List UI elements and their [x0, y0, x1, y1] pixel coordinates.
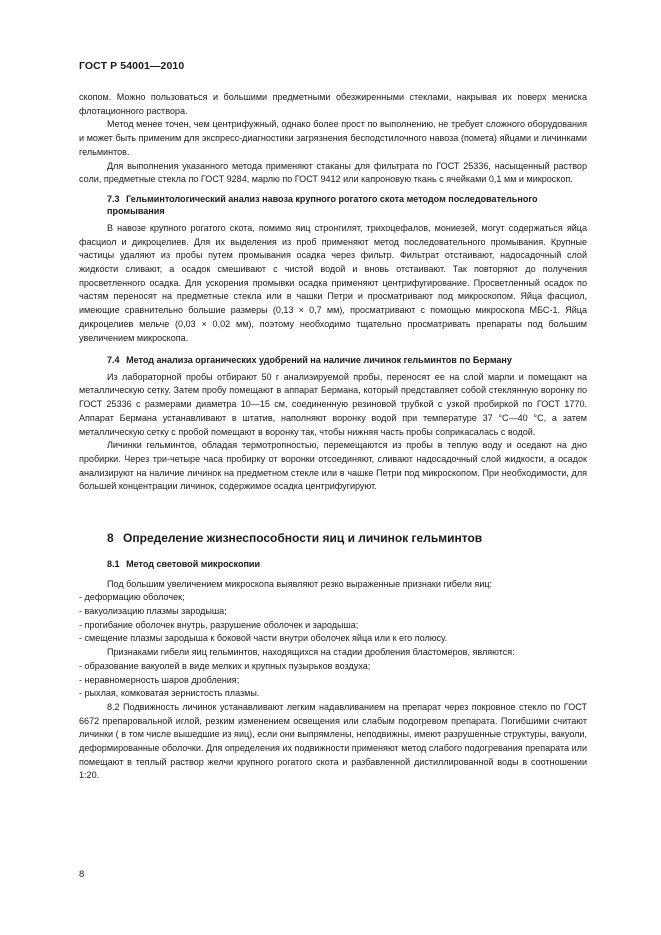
list-item: - образование вакуолей в виде мелких и крупных пузырьков воздуха; — [79, 660, 371, 671]
page-header-standard-number: ГОСТ Р 54001—2010 — [79, 60, 185, 72]
section-8-1-intro: Под большим увеличением микроскопа выявляют резко выраженные признаки гибели яиц: — [107, 578, 493, 589]
section-7-4-paragraph-2: Личинки гельминтов, обладая термотропностью, перемещаются из пробы в теплую воду и оседают на дно пробирки. Через три-четыре часа пробирку от воронки отсоединяют, сливают надосадочный слой жидкости, а осадок анализируют на наличие личинок на предметном стекле или в чашке Петри под микроскопом. При необходимости, для большей концентрации личинок, содержимое осадка центрифугируют. — [79, 440, 587, 492]
section-7-4-number: 7.4 — [107, 355, 120, 366]
section-7-4-paragraph-1: Из лабораторной пробы отбирают 50 г анализируемой пробы, переносят ее на слой марли и помещают на металлическую сетку. Затем пробу помещают в аппарат Бермана, который представляет собой стеклянную воронку по ГОСТ 25336 с размерами диаметра 10—15 см, соединенную резиновой трубкой с узкой пробиркой по ГОСТ 1770. Аппарат Бермана устанавливают в штатив, наполняют воронку водой при температуре 37 °С—40 °С, а затем металлическую сетку с пробой помещают в воронку так, чтобы нижняя часть пробы соприкасалась с водой. — [79, 371, 587, 437]
section-8-1-blastomere-intro: Признаками гибели яиц гельминтов, находящихся на стадии дробления бластомеров, являются: — [107, 647, 515, 658]
section-7-3-paragraph: В навозе крупного рогатого скота, помимо яиц стронгилят, трихоцефалов, мониезей, могут содержаться яйца фасциол и дикроцелиев. Для их выделения из проб применяют метод последовательного промывания. Крупные частицы удаляют из пробы путем промывания осадка через фильтр. Фильтрат отстаивают, надосадочный слой жидкости сливают, а осадок смешивают с чистой водой и вновь отстаивают. Так повторяют до получения просветленного осадка. Для ускорения промывки осадка применяют центрифугирование. Просветленный осадок по частям переносят на предметные стекла или в чашки Петри и просматривают под микроскопом. Яйца фасциол, имеющие сравнительно большие размеры (0,13 × 0,7 мм), просматривают с помощью микроскопа МБС-1. Яйца дикроцелиев мельче (0,03 × 0,02 мм), поэтому необходимо тщательно просматривать препараты под большим увеличением микроскопа. — [79, 222, 587, 343]
list-item: - рыхлая, комковатая зернистость плазмы. — [79, 688, 260, 699]
document-body — [79, 91, 587, 783]
section-7-3-title: Гельминтологический анализ навоза крупного рогатого скота методом последовательного промывания — [107, 193, 538, 217]
list-item: - смещение плазмы зародыша к боковой части внутри оболочек яйца или к его полюсу. — [79, 633, 448, 644]
paragraph-continuation: скопом. Можно пользоваться и большими предметными обезжиренными стеклами, накрывая их поверх мениска флотационного раствора. — [79, 92, 587, 116]
list-item: - вакуолизацию плазмы зародыша; — [79, 605, 227, 616]
section-8-1-number: 8.1 — [107, 559, 120, 570]
section-8-heading — [79, 531, 587, 546]
section-8-1-title: Метод световой микроскопии — [126, 559, 261, 570]
section-7-3-number: 7.3 — [107, 193, 120, 204]
section-8-1-heading — [79, 558, 587, 571]
page-number: 8 — [79, 869, 85, 880]
section-7-3-heading — [79, 193, 587, 218]
paragraph-method-comparison: Метод менее точен, чем центрифужный, однако более прост по выполнению, не требует сложного оборудования и может быть применим для экспресс-диагностики загрязнения бесподстилочного навоза (помета) яйцами и личинками гельминтов. — [79, 119, 587, 157]
list-item: - прогибание оболочек внутрь, разрушение оболочек и зародыша; — [79, 619, 359, 630]
section-8-number: 8 — [107, 531, 114, 546]
section-7-4-title: Метод анализа органических удобрений на наличие личинок гельминтов по Берману — [126, 355, 512, 366]
list-item: - деформацию оболочек; — [79, 592, 185, 603]
section-7-4-heading — [79, 354, 587, 367]
section-8-2-paragraph: 8.2 Подвижность личинок устанавливают легким надавливанием на препарат через покровное стекло по ГОСТ 6672 препаровальной иглой, резким изменением освещения или слабым подогревом препарата. Погибшими считают личинки ( в том числе вышедшие из яиц), если они выпрямлены, неподвижны, имеют разрушенные структуры, вакуоли, деформированные оболочки. Для определения их подвижности применяют метод слабого подогревания препарата или помещают в теплый раствор желчи крупного рогатого скота и разбавленной дистиллированной воды в соотношении 1:20. — [79, 701, 587, 781]
paragraph-equipment: Для выполнения указанного метода применяют стаканы для фильтрата по ГОСТ 25336, насыщенный раствор соли, предметные стекла по ГОСТ 9284, марлю по ГОСТ 9412 или капроновую ткань с ячейками 0,1 мм и микроскоп. — [79, 160, 587, 185]
section-8-title: Определение жизнеспособности яиц и личинок гельминтов — [123, 531, 483, 546]
list-item: - неравномерность шаров дробления; — [79, 674, 240, 685]
